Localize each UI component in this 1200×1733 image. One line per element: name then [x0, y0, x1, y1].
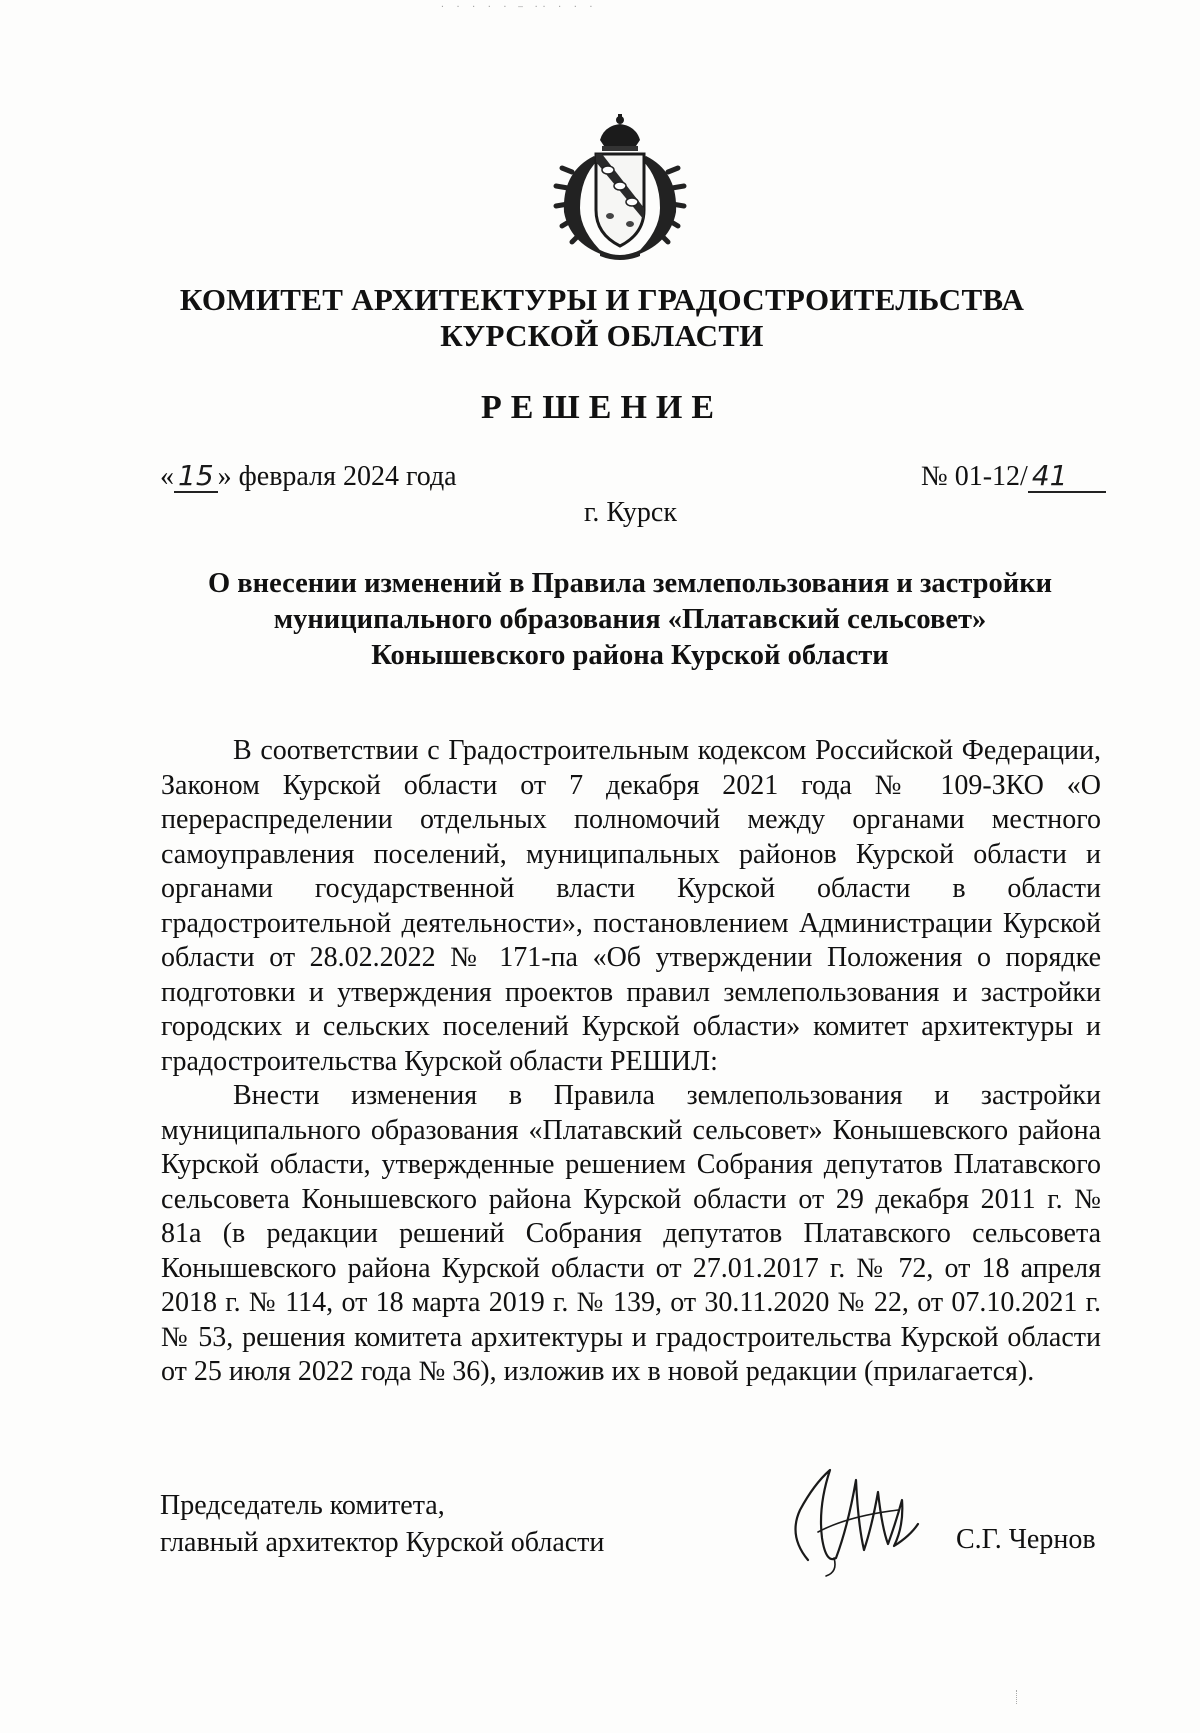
signatory-title-line1: Председатель комитета, — [160, 1490, 445, 1521]
number-prefix: № 01-12/ — [921, 461, 1028, 492]
committee-name-line1: КОМИТЕТ АРХИТЕКТУРЫ И ГРАДОСТРОИТЕЛЬСТВА — [179, 282, 1025, 317]
document-type-heading: РЕШЕНИЕ — [480, 389, 724, 426]
document-body — [161, 734, 1101, 1390]
document-date — [160, 461, 457, 493]
title-line3: Конышевского района Курской области — [371, 640, 889, 671]
signatory-title-line2: главный архитектор Курской области — [160, 1527, 605, 1558]
date-day-handwritten: 15 — [174, 461, 218, 493]
scan-artifact: · · · · · – ·· · · · — [440, 2, 597, 11]
document-number — [921, 461, 1106, 493]
signatory-name: С.Г. Чернов — [956, 1524, 1096, 1555]
body-paragraph-decision: Внести изменения в Правила землепользования и застройки муниципального образования «Платавский сельсовет» Конышевского района Курской области, утвержденные решением Собрания депутатов Платавского сельсовета Конышевского района Курской области от 29 декабря 2011 г. № 81а (в редакции решений Собрания депутатов Платавского сельсовета Конышевского района Курской области от 27.01.2017 г. № 72, от 18 апреля 2018 г. № 114, от 18 марта 2019 г. № 139, от 30.11.2020 № 22, от 07.10.2021 г. № 53, решения комитета архитектуры и градостроительства Курской области от 25 июля 2022 года № 36), изложив их в новой редакции (прилагается). — [161, 1080, 1101, 1387]
body-paragraph-legal-basis: В соответствии с Градостроительным кодексом Российской Федерации, Законом Курской области от 7 декабря 2021 года № 109-ЗКО «О перераспределении отдельных полномочий между органами местного самоуправления поселений, муниципальных районов Курской области и органами государственной власти Курской области в области градостроительной деятельности», постановлением Администрации Курской области от 28.02.2022 № 171-па «Об утверждении Положения о порядке подготовки и утверждения проектов правил землепользования и застройки городских и сельских поселений Курской области» комитет архитектуры и градостроительства Курской области РЕШИЛ: — [161, 735, 1101, 1077]
handwritten-signature-icon — [778, 1440, 928, 1580]
title-line1: О внесении изменений в Правила землепользования и застройки — [207, 568, 1053, 599]
signatory-title — [160, 1487, 604, 1561]
coat-of-arms-icon — [540, 112, 700, 262]
scan-artifact-mark — [1016, 1690, 1020, 1704]
number-handwritten: 41 — [1028, 461, 1106, 493]
title-line2: муниципального образования «Платавский сельсовет» — [273, 604, 987, 635]
document-city: г. Курск — [584, 497, 677, 528]
date-month-year: » февраля 2024 года — [217, 461, 457, 492]
date-open-quote: « — [160, 461, 174, 492]
committee-name-line2: КУРСКОЙ ОБЛАСТИ — [440, 318, 764, 353]
document-title — [160, 566, 1100, 674]
